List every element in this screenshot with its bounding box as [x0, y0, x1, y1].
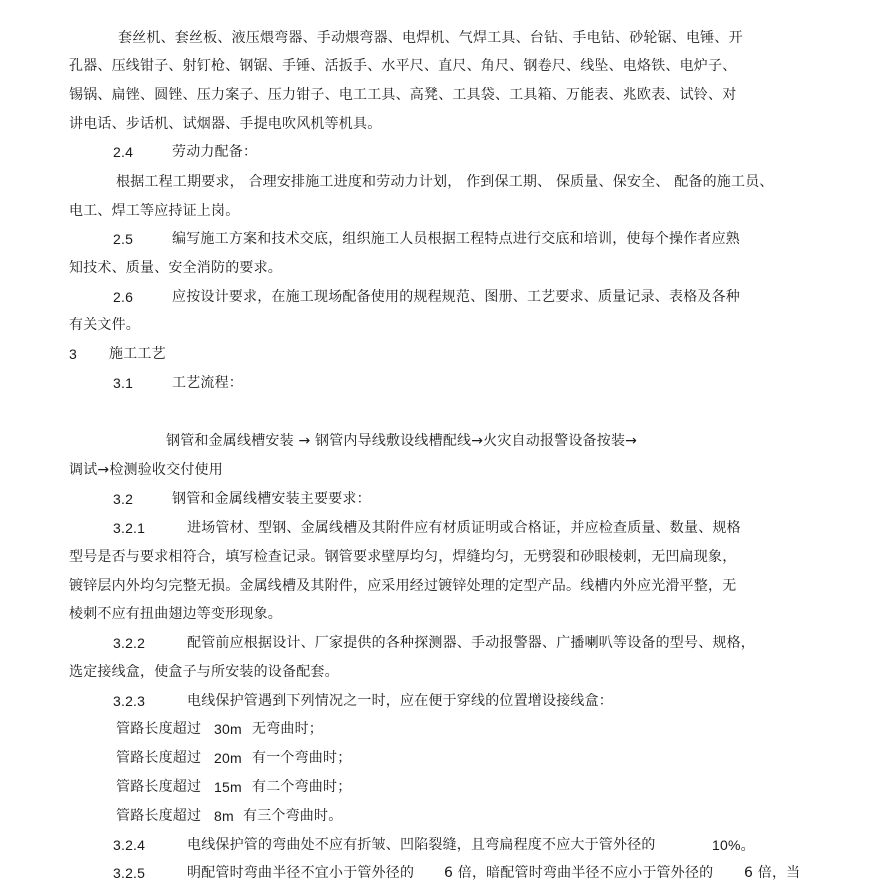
section-number-3-2-1: 3.2.1 — [113, 520, 146, 536]
case-label: 管路长度超过 — [116, 779, 202, 795]
section-3-2-1-body-4: 棱刺不应有扭曲翅边等变形现象。 — [69, 606, 282, 622]
case-value: 8m — [214, 808, 234, 824]
section-3-2-3-body-1: 电线保护管遇到下列情况之一时，应在便于穿线的位置增设接线盒： — [187, 693, 613, 709]
case-value: 20m — [214, 750, 242, 766]
section-number-3-1: 3.1 — [113, 375, 134, 391]
section-title-3-1: 工艺流程： — [172, 375, 243, 391]
section-3-2-5-value-a: 6 倍，暗配管时弯曲半径不应小于管外径的 — [444, 865, 714, 881]
section-2-5-body-1: 编写施工方案和技术交底，组织施工人员根据工程特点进行交底和培训，使每个操作者应熟 — [172, 231, 740, 247]
section-3-2-1-body-1: 进场管材、型钢、金属线槽及其附件应有材质证明或合格证，并应检查质量、数量、规格 — [187, 520, 741, 536]
section-number-2-5: 2.5 — [113, 231, 134, 247]
section-2-4-body-2: 电工、焊工等应持证上岗。 — [69, 203, 240, 219]
section-3-2-4-body-1: 电线保护管的弯曲处不应有折皱、凹陷裂缝，且弯扁程度不应大于管外径的 — [187, 837, 656, 853]
section-title-3: 施工工艺 — [109, 346, 166, 362]
case-note: 有一个弯曲时； — [252, 750, 352, 766]
case-value: 15m — [214, 779, 242, 795]
section-number-3-2-4: 3.2.4 — [113, 837, 146, 853]
section-2-5-body-2: 知技术、质量、安全消防的要求。 — [69, 260, 282, 276]
process-flow-line-1: 钢管和金属线槽安装 → 钢管内导线敷设线槽配线→火灾自动报警设备按装→ — [166, 433, 638, 449]
section-number-2-6: 2.6 — [113, 289, 134, 305]
section-2-6-body-1: 应按设计要求，在施工现场配备使用的规程规范、图册、工艺要求、质量记录、表格及各种 — [172, 289, 740, 305]
section-number-3-2-2: 3.2.2 — [113, 635, 146, 651]
section-title-3-2: 钢管和金属线槽安装主要要求： — [172, 491, 371, 507]
section-number-3-2: 3.2 — [113, 491, 134, 507]
case-value: 30m — [214, 721, 242, 737]
case-label: 管路长度超过 — [116, 721, 202, 737]
case-note: 有三个弯曲时。 — [243, 808, 343, 824]
section-title-2-4: 劳动力配备： — [172, 144, 258, 160]
case-note: 有二个弯曲时； — [252, 779, 352, 795]
tools-line-4: 讲电话、步话机、试烟器、手提电吹风机等机具。 — [69, 116, 382, 132]
tools-line-1: 套丝机、套丝板、液压煨弯器、手动煨弯器、电焊机、气焊工具、台钻、手电钻、砂轮锯、电锤、开 — [118, 30, 743, 46]
case-label: 管路长度超过 — [116, 750, 202, 766]
section-number-3-2-5: 3.2.5 — [113, 865, 146, 881]
section-3-2-2-body-1: 配管前应根据设计、厂家提供的各种探测器、手动报警器、广播喇叭等设备的型号、规格， — [187, 635, 755, 651]
case-note: 无弯曲时； — [252, 721, 323, 737]
section-3-2-5-value-b: 6 倍，当 — [744, 865, 801, 881]
section-2-6-body-2: 有关文件。 — [69, 317, 140, 333]
case-label: 管路长度超过 — [116, 808, 202, 824]
section-2-4-body-1: 根据工程工期要求， 合理安排施工进度和劳动力计划， 作到保工期、 保质量、保安全、 配备的施工员、 — [116, 174, 774, 190]
section-number-2-4: 2.4 — [113, 144, 134, 160]
tools-line-2: 孔器、压线钳子、射钉枪、钢锯、手锤、活扳手、水平尺、直尺、角尺、钢卷尺、线坠、电烙铁、电炉子、 — [69, 58, 737, 74]
section-3-2-2-body-2: 选定接线盒，使盒子与所安装的设备配套。 — [69, 664, 339, 680]
section-3-2-1-body-2: 型号是否与要求相符合，填写检查记录。钢管要求壁厚均匀，焊缝均匀，无劈裂和砂眼棱刺，无凹扁现象， — [69, 549, 737, 565]
section-3-2-5-body-a: 明配管时弯曲半径不宜小于管外径的 — [187, 865, 415, 881]
section-number-3: 3 — [69, 346, 77, 362]
process-flow-line-2: 调试→检测验收交付使用 — [69, 462, 223, 478]
section-number-3-2-3: 3.2.3 — [113, 693, 146, 709]
section-3-2-1-body-3: 镀锌层内外均匀完整无损。金属线槽及其附件，应采用经过镀锌处理的定型产品。线槽内外应光滑平整，无 — [69, 578, 737, 594]
tools-line-3: 锡锅、扁锉、圆锉、压力案子、压力钳子、电工工具、高凳、工具袋、工具箱、万能表、兆欧表、试铃、对 — [69, 87, 737, 103]
section-3-2-4-value: 10%。 — [712, 837, 755, 853]
